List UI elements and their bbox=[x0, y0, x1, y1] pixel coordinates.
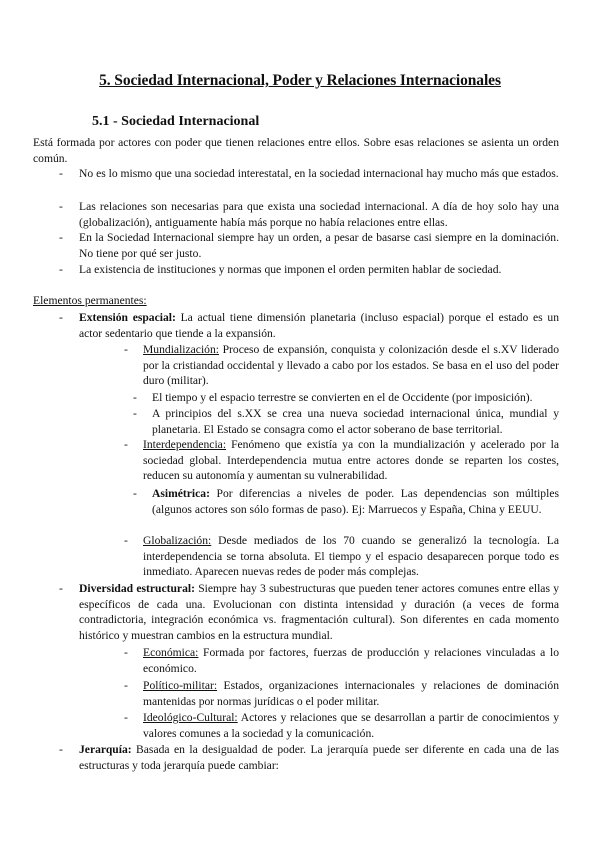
diversidad-item bbox=[79, 581, 559, 643]
term-diversidad: Diversidad estructural: bbox=[79, 582, 195, 595]
dash-bullet: - bbox=[124, 534, 128, 547]
term-jerarquia: Jerarquía: bbox=[79, 743, 132, 756]
jerarquia-text: Basada en la desigualdad de poder. La jerarquía puede ser diferente en cada una de las estructuras y toda jerarquía puede cambiar: bbox=[79, 743, 559, 772]
politico-militar-text: Estados, organizaciones internacionales y relaciones de dominación mantenidas por normas jurídicas o el poder militar. bbox=[143, 679, 559, 708]
dash-bullet: - bbox=[133, 407, 137, 420]
dash-bullet: - bbox=[59, 743, 63, 756]
dash-bullet: - bbox=[59, 167, 63, 180]
extension-item bbox=[79, 310, 559, 341]
dash-bullet: - bbox=[59, 311, 63, 324]
mundializacion-sub: El tiempo y el espacio terrestre se convierten en el de Occidente (por imposición). bbox=[152, 391, 533, 404]
bullet-text: No es lo mismo que una sociedad interestatal, en la sociedad internacional hay mucho más que estados. bbox=[79, 167, 559, 180]
term-mundializacion: Mundialización: bbox=[143, 343, 219, 356]
dash-bullet: - bbox=[59, 200, 63, 213]
diversidad-text: Siempre hay 3 subestructuras que pueden tener actores comunes entre ellas y específicos de cada una. Evolucionan con distinta intensidad y duración (a veces de forma contradictoria, integración económica vs. fragmentación cultural). Son diferentes en cada momento histórico y muestran cambios en la estructura mundial. bbox=[79, 582, 559, 642]
term-globalizacion: Globalización: bbox=[143, 534, 212, 547]
estructura-item bbox=[143, 645, 559, 676]
dash-bullet: - bbox=[133, 391, 137, 404]
dash-bullet: - bbox=[124, 711, 128, 724]
asimetrica-item bbox=[152, 486, 559, 517]
globalizacion-item bbox=[143, 533, 559, 580]
dash-bullet: - bbox=[124, 679, 128, 692]
section-heading: 5.1 - Sociedad Internacional bbox=[92, 114, 260, 129]
term-asimetrica: Asimétrica: bbox=[152, 487, 210, 500]
economica-text: Formada por factores, fuerzas de producción y relaciones vinculadas a lo económico. bbox=[143, 646, 559, 675]
globalizacion-text: Desde mediados de los 70 cuando se generalizó la tecnología. La interdependencia se torna absoluta. El tiempo y el espacio desaparecen porque todo es inmediato. Aparecen nuevas redes de poder más complejas. bbox=[143, 534, 559, 578]
dash-bullet: - bbox=[59, 263, 63, 276]
jerarquia-item bbox=[79, 742, 559, 773]
term-ideologico-cultural: Ideológico-Cultural: bbox=[143, 711, 238, 724]
mundializacion-sub: A principios del s.XX se crea una nueva sociedad internacional única, mundial y planetaria. El Estado se consagra como el actor soberano de base territorial. bbox=[152, 407, 559, 436]
term-interdependencia: Interdependencia: bbox=[143, 438, 227, 451]
mundializacion-text: Proceso de expansión, conquista y colonización desde el s.XV liderado por la cristiandad occidental y llevado a cabo por los estados. Se basa en el uso del poder duro (militar). bbox=[143, 343, 559, 387]
extension-text: La actual tiene dimensión planetaria (incluso espacial) porque el estado es un actor sedentario que tiende a la expansión. bbox=[79, 311, 559, 340]
bullet-text: Las relaciones son necesarias para que exista una sociedad internacional. A día de hoy solo hay una (globalización), antiguamente había más porque no había relaciones entre ellas. bbox=[79, 200, 559, 229]
estructura-item bbox=[143, 710, 559, 741]
estructura-item bbox=[143, 678, 559, 709]
dash-bullet: - bbox=[124, 343, 128, 356]
term-economica: Económica: bbox=[143, 646, 199, 659]
mundializacion-item bbox=[143, 342, 559, 389]
dash-bullet: - bbox=[133, 487, 137, 500]
interdependencia-text: Fenómeno que existía ya con la mundialización y acelerado por la sociedad global. Interdependencia mutua entre actores donde se reparten los costes, reducen su autonomía y aumentan su vulnerabilidad. bbox=[143, 438, 559, 482]
dash-bullet: - bbox=[59, 231, 63, 244]
bullet-text: En la Sociedad Internacional siempre hay un orden, a pesar de basarse casi siempre en la dominación. No tiene por qué ser justo. bbox=[79, 231, 559, 260]
permanentes-heading: Elementos permanentes: bbox=[33, 294, 147, 307]
dash-bullet: - bbox=[124, 438, 128, 451]
dash-bullet: - bbox=[59, 582, 63, 595]
bullet-text: La existencia de instituciones y normas que imponen el orden permiten hablar de sociedad. bbox=[79, 263, 502, 276]
term-politico-militar: Político-militar: bbox=[143, 679, 218, 692]
asimetrica-text: Por diferencias a niveles de poder. Las dependencias son múltiples (algunos actores son sólo formas de paso). Ej: Marruecos y España, China y EEUU. bbox=[152, 487, 559, 516]
ideologico-cultural-text: Actores y relaciones que se desarrollan a partir de conocimientos y valores comunes a la sociedad y la comunicación. bbox=[143, 711, 559, 740]
section-intro: Está formada por actores con poder que tienen relaciones entre ellos. Sobre esas relaciones se asienta un orden común. bbox=[33, 136, 559, 165]
dash-bullet: - bbox=[124, 646, 128, 659]
term-extension: Extensión espacial: bbox=[79, 311, 176, 324]
interdependencia-item bbox=[143, 437, 559, 484]
page-title: 5. Sociedad Internacional, Poder y Relaciones Internacionales bbox=[99, 72, 501, 89]
